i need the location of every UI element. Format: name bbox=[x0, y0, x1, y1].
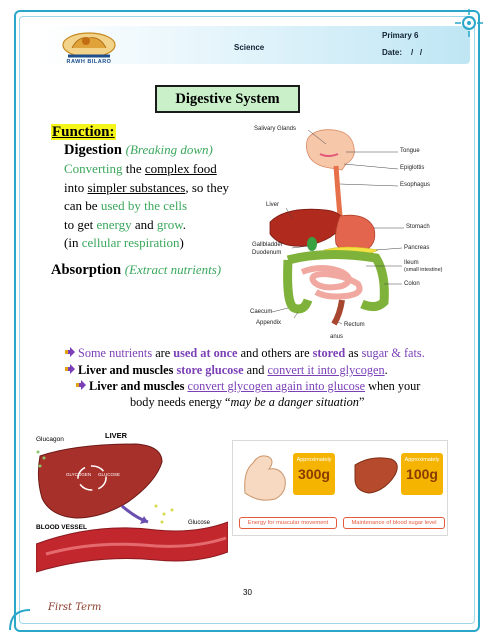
bullet-arrow-icon bbox=[64, 345, 75, 355]
bullet-arrow-icon bbox=[64, 362, 75, 372]
label-ileum-note: (small intestine) bbox=[404, 267, 443, 273]
page-number: 30 bbox=[243, 588, 252, 597]
function-text bbox=[64, 140, 264, 253]
liver-blood-vessel-illustration bbox=[36, 426, 228, 576]
grade-label: Primary 6 bbox=[382, 31, 419, 40]
muscle-caption: Energy for muscular movement bbox=[239, 517, 337, 529]
label-ileum: Ileum bbox=[404, 260, 419, 266]
muscle-amount-badge: Approximately 300g bbox=[293, 453, 335, 495]
corner-ornament-icon bbox=[6, 606, 34, 634]
label-caecum: Caecum bbox=[250, 309, 273, 315]
liver-caption: Maintenance of blood sugar level bbox=[343, 517, 445, 529]
label-colon: Colon bbox=[404, 281, 420, 287]
label-salivary-glands: Salivary Glands bbox=[254, 126, 297, 132]
bullet-item: Liver and muscles convert glycogen again into glucose when your bbox=[75, 378, 420, 395]
absorption-term: Absorption bbox=[51, 262, 122, 278]
logo-text: RAWH BILARO bbox=[66, 59, 112, 65]
label-duodenum: Duodenum bbox=[252, 250, 282, 256]
label-anus: anus bbox=[330, 334, 344, 340]
page-title: Digestive System bbox=[155, 85, 300, 113]
function-line-5: to get energy and grow. bbox=[64, 216, 187, 232]
function-line-6: (in cellular respiration) bbox=[64, 235, 184, 250]
glucose-label: Glucose bbox=[188, 520, 211, 526]
date-value: / / bbox=[411, 48, 423, 57]
digestive-organs-illustration bbox=[246, 124, 470, 346]
arm-muscle-icon bbox=[239, 447, 289, 505]
function-line-2: Converting the complex food bbox=[64, 161, 217, 176]
bullet-item: Some nutrients are used at once and others are stored as sugar & fats. bbox=[64, 345, 425, 362]
bullet-arrow-icon bbox=[75, 378, 86, 388]
liver-organ-icon bbox=[351, 451, 401, 497]
school-logo bbox=[56, 28, 122, 68]
digestion-line bbox=[64, 140, 264, 160]
function-line-4: can be used by the cells bbox=[64, 198, 188, 213]
absorption-note: (Extract nutrients) bbox=[124, 262, 222, 277]
glycogen-storage-figure bbox=[232, 440, 448, 536]
digestion-note: (Breaking down) bbox=[125, 142, 213, 157]
label-gallbladder: Gallbladder bbox=[252, 242, 283, 248]
liver-amount-badge: Approximately 100g bbox=[401, 453, 443, 495]
label-epiglottis: Epiglottis bbox=[400, 165, 425, 171]
corner-ornament-icon bbox=[452, 6, 486, 40]
bullet-item: Liver and muscles store glucose and convert it into glycogen. bbox=[64, 362, 388, 379]
function-line-3: into simpler substances, so they bbox=[64, 179, 230, 195]
label-rectum: Rectum bbox=[344, 322, 365, 328]
function-heading bbox=[51, 123, 116, 141]
function-label: Function: bbox=[52, 124, 115, 140]
label-appendix: Appendix bbox=[256, 320, 282, 326]
liver-glycogen-figure bbox=[36, 426, 228, 576]
blood-vessel-label: BLOOD VESSEL bbox=[36, 524, 87, 531]
subject-label: Science bbox=[234, 43, 265, 52]
label-stomach: Stomach bbox=[406, 224, 430, 230]
digestion-term: Digestion bbox=[64, 142, 122, 158]
date-label: Date: bbox=[382, 48, 403, 57]
absorption-line bbox=[51, 262, 221, 279]
bullet-continuation: body needs energy “may be a danger situation” bbox=[130, 395, 365, 409]
label-pancreas: Pancreas bbox=[404, 245, 430, 251]
label-esophagus: Esophagus bbox=[400, 182, 431, 188]
liver-title: LIVER bbox=[105, 431, 128, 440]
glycogen-label: GLYCOGEN bbox=[66, 472, 92, 477]
label-tongue: Tongue bbox=[400, 148, 420, 154]
digestive-system-diagram bbox=[246, 124, 470, 346]
term-label: First Term bbox=[48, 602, 102, 613]
glucose-inside-label: GLUCOSE bbox=[98, 472, 121, 477]
label-liver: Liver bbox=[266, 202, 280, 208]
glucagon-label: Glucagon bbox=[36, 436, 64, 443]
